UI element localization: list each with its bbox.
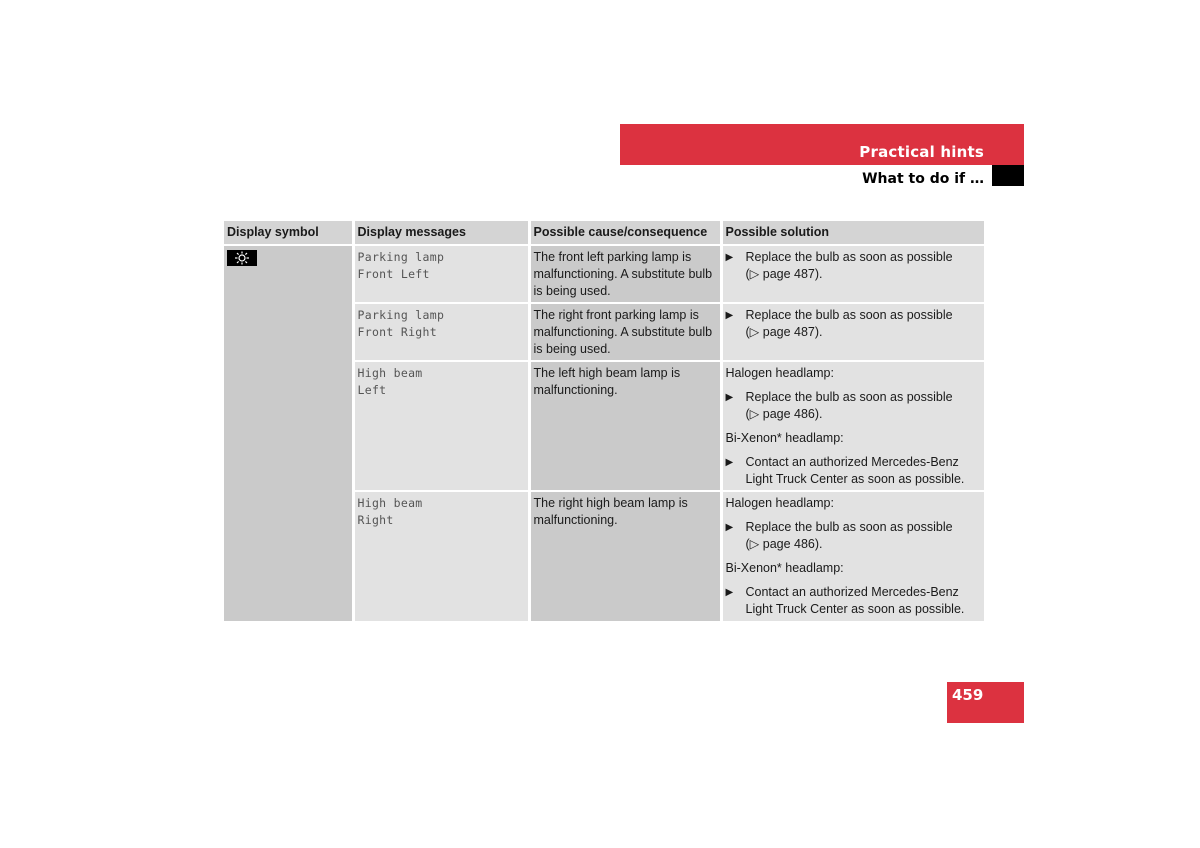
bullet-arrow-icon: ▶ [725, 522, 734, 533]
header-black-marker [992, 165, 1024, 186]
page-reference-link[interactable]: (▷ page 487). [745, 267, 823, 281]
solution-bullet [726, 519, 982, 553]
parking-lamp-icon [227, 250, 257, 266]
halogen-label: Halogen headlamp: [725, 496, 834, 510]
bullet-arrow-icon: ▶ [725, 310, 734, 321]
solution-text: Contact an authorized Mercedes-Benz [745, 585, 959, 599]
message-line: Front Left [357, 267, 430, 281]
solution-bullet [726, 454, 982, 488]
cause-cell: The left high beam lamp is malfunctioning. [529, 361, 721, 491]
cause-cell: The right front parking lamp is malfunctioning. A substitute bulb is being used. [529, 303, 721, 361]
solution-text: Light Truck Center as soon as possible. [745, 602, 965, 616]
solution-text: Replace the bulb as soon as possible [745, 520, 953, 534]
solution-text: Contact an authorized Mercedes-Benz [745, 455, 959, 469]
solution-bullet [726, 584, 982, 618]
message-line: Front Right [357, 325, 437, 339]
solution-bullet [726, 307, 982, 341]
symbol-cell [224, 245, 353, 621]
page-reference-link[interactable]: (▷ page 486). [745, 407, 823, 421]
column-header-solution: Possible solution [721, 221, 984, 245]
table-row [224, 245, 984, 303]
halogen-label: Halogen headlamp: [725, 366, 834, 380]
message-cell [353, 303, 529, 361]
xenon-label: Bi-Xenon* headlamp: [725, 431, 844, 445]
solution-cell [721, 245, 984, 303]
column-header-cause: Possible cause/consequence [529, 221, 721, 245]
solution-text: Replace the bulb as soon as possible [745, 390, 953, 404]
solution-cell [721, 491, 984, 621]
message-cell [353, 491, 529, 621]
message-line: High beam [357, 496, 423, 510]
solution-bullet [726, 249, 982, 283]
message-line: Parking lamp [357, 308, 445, 322]
section-title: Practical hints [859, 143, 984, 161]
bullet-arrow-icon: ▶ [725, 252, 734, 263]
bullet-arrow-icon: ▶ [725, 392, 734, 403]
message-line: Right [357, 513, 394, 527]
solution-cell [721, 361, 984, 491]
bullet-arrow-icon: ▶ [725, 587, 734, 598]
page-reference-link[interactable]: (▷ page 486). [745, 537, 823, 551]
bullet-arrow-icon: ▶ [725, 457, 734, 468]
column-header-messages: Display messages [353, 221, 529, 245]
message-line: High beam [357, 366, 423, 380]
solution-text: Light Truck Center as soon as possible. [745, 472, 965, 486]
column-header-symbol: Display symbol [224, 221, 353, 245]
solution-text: Replace the bulb as soon as possible [745, 250, 953, 264]
xenon-label: Bi-Xenon* headlamp: [725, 561, 844, 575]
message-line: Parking lamp [357, 250, 445, 264]
display-messages-table [224, 221, 984, 621]
subsection-title: What to do if … [862, 171, 984, 187]
cause-cell: The right high beam lamp is malfunctioning. [529, 491, 721, 621]
message-line: Left [357, 383, 387, 397]
solution-cell [721, 303, 984, 361]
message-cell [353, 245, 529, 303]
table-header-row [224, 221, 984, 245]
solution-text: Replace the bulb as soon as possible [745, 308, 953, 322]
page-number: 459 [952, 686, 984, 704]
page-reference-link[interactable]: (▷ page 487). [745, 325, 823, 339]
solution-bullet [726, 389, 982, 423]
cause-cell: The front left parking lamp is malfunctioning. A substitute bulb is being used. [529, 245, 721, 303]
message-cell [353, 361, 529, 491]
